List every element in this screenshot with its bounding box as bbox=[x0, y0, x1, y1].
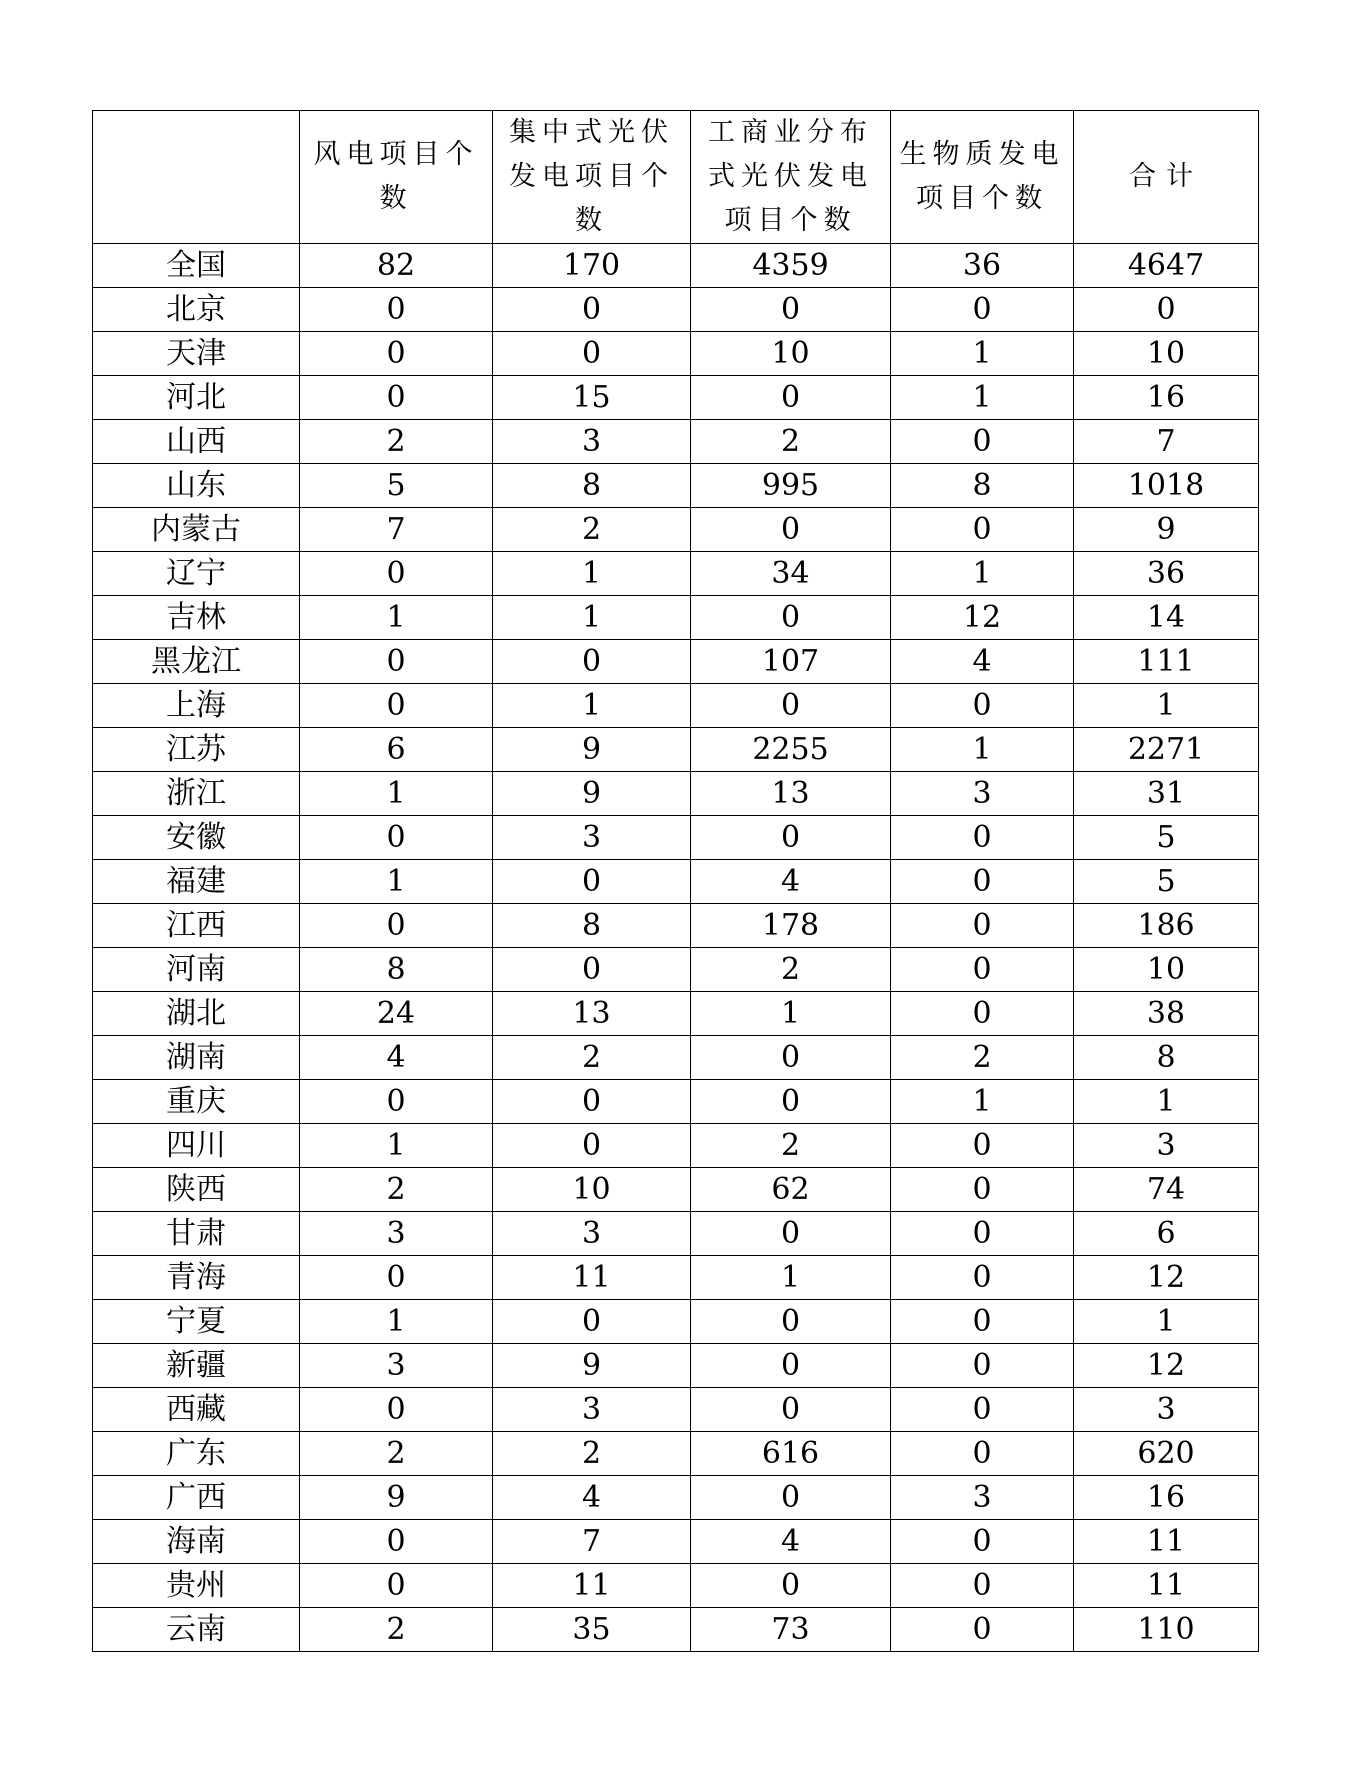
total-count-cell: 5 bbox=[1074, 860, 1259, 904]
wind-count-cell: 3 bbox=[300, 1212, 493, 1256]
wind-count-cell: 2 bbox=[300, 1608, 493, 1652]
wind-count-cell: 1 bbox=[300, 772, 493, 816]
table-body bbox=[93, 244, 1259, 1652]
centralized-pv-count-cell: 3 bbox=[493, 1388, 691, 1432]
centralized-pv-count-cell: 0 bbox=[493, 860, 691, 904]
table-row bbox=[93, 1432, 1259, 1476]
wind-count-cell: 7 bbox=[300, 508, 493, 552]
table-row bbox=[93, 640, 1259, 684]
distributed-pv-count-cell: 0 bbox=[691, 1300, 891, 1344]
region-cell: 山西 bbox=[93, 420, 300, 464]
centralized-pv-count-cell: 9 bbox=[493, 1344, 691, 1388]
region-cell: 浙江 bbox=[93, 772, 300, 816]
total-count-cell: 31 bbox=[1074, 772, 1259, 816]
biomass-count-cell: 1 bbox=[891, 332, 1074, 376]
centralized-pv-count-cell: 0 bbox=[493, 332, 691, 376]
wind-count-cell: 4 bbox=[300, 1036, 493, 1080]
wind-count-cell: 8 bbox=[300, 948, 493, 992]
region-cell: 广西 bbox=[93, 1476, 300, 1520]
total-count-cell: 1 bbox=[1074, 1080, 1259, 1124]
region-cell: 北京 bbox=[93, 288, 300, 332]
distributed-pv-count-cell: 0 bbox=[691, 1564, 891, 1608]
region-cell: 贵州 bbox=[93, 1564, 300, 1608]
centralized-pv-count-cell: 0 bbox=[493, 1124, 691, 1168]
region-cell: 海南 bbox=[93, 1520, 300, 1564]
header-centralized-pv: 集中式光伏发电项目个数 bbox=[493, 111, 691, 244]
centralized-pv-count-cell: 3 bbox=[493, 816, 691, 860]
region-cell: 宁夏 bbox=[93, 1300, 300, 1344]
total-count-cell: 16 bbox=[1074, 1476, 1259, 1520]
distributed-pv-count-cell: 0 bbox=[691, 1212, 891, 1256]
table-row bbox=[93, 1388, 1259, 1432]
header-wind: 风电项目个数 bbox=[300, 111, 493, 244]
biomass-count-cell: 0 bbox=[891, 1344, 1074, 1388]
centralized-pv-count-cell: 2 bbox=[493, 1036, 691, 1080]
biomass-count-cell: 0 bbox=[891, 1256, 1074, 1300]
table-row bbox=[93, 552, 1259, 596]
region-cell: 山东 bbox=[93, 464, 300, 508]
distributed-pv-count-cell: 0 bbox=[691, 816, 891, 860]
distributed-pv-count-cell: 0 bbox=[691, 596, 891, 640]
region-cell: 广东 bbox=[93, 1432, 300, 1476]
centralized-pv-count-cell: 9 bbox=[493, 728, 691, 772]
distributed-pv-count-cell: 616 bbox=[691, 1432, 891, 1476]
total-count-cell: 1 bbox=[1074, 1300, 1259, 1344]
distributed-pv-count-cell: 62 bbox=[691, 1168, 891, 1212]
wind-count-cell: 24 bbox=[300, 992, 493, 1036]
wind-count-cell: 9 bbox=[300, 1476, 493, 1520]
table-row bbox=[93, 948, 1259, 992]
centralized-pv-count-cell: 0 bbox=[493, 1080, 691, 1124]
total-count-cell: 110 bbox=[1074, 1608, 1259, 1652]
region-cell: 新疆 bbox=[93, 1344, 300, 1388]
region-cell: 天津 bbox=[93, 332, 300, 376]
centralized-pv-count-cell: 3 bbox=[493, 420, 691, 464]
total-count-cell: 16 bbox=[1074, 376, 1259, 420]
table-row bbox=[93, 1564, 1259, 1608]
total-count-cell: 1018 bbox=[1074, 464, 1259, 508]
region-cell: 西藏 bbox=[93, 1388, 300, 1432]
centralized-pv-count-cell: 1 bbox=[493, 552, 691, 596]
table-row bbox=[93, 1476, 1259, 1520]
biomass-count-cell: 0 bbox=[891, 1564, 1074, 1608]
biomass-count-cell: 0 bbox=[891, 288, 1074, 332]
centralized-pv-count-cell: 2 bbox=[493, 508, 691, 552]
centralized-pv-count-cell: 9 bbox=[493, 772, 691, 816]
centralized-pv-count-cell: 13 bbox=[493, 992, 691, 1036]
table-row bbox=[93, 1036, 1259, 1080]
wind-count-cell: 0 bbox=[300, 1256, 493, 1300]
centralized-pv-count-cell: 3 bbox=[493, 1212, 691, 1256]
header-distributed-pv: 工商业分布式光伏发电项目个数 bbox=[691, 111, 891, 244]
total-count-cell: 36 bbox=[1074, 552, 1259, 596]
biomass-count-cell: 1 bbox=[891, 728, 1074, 772]
total-count-cell: 0 bbox=[1074, 288, 1259, 332]
total-count-cell: 12 bbox=[1074, 1344, 1259, 1388]
biomass-count-cell: 0 bbox=[891, 904, 1074, 948]
table-row bbox=[93, 420, 1259, 464]
biomass-count-cell: 1 bbox=[891, 552, 1074, 596]
wind-count-cell: 0 bbox=[300, 288, 493, 332]
centralized-pv-count-cell: 35 bbox=[493, 1608, 691, 1652]
distributed-pv-count-cell: 0 bbox=[691, 376, 891, 420]
total-count-cell: 10 bbox=[1074, 332, 1259, 376]
biomass-count-cell: 0 bbox=[891, 1388, 1074, 1432]
region-cell: 黑龙江 bbox=[93, 640, 300, 684]
table-row bbox=[93, 1520, 1259, 1564]
wind-count-cell: 0 bbox=[300, 332, 493, 376]
centralized-pv-count-cell: 0 bbox=[493, 288, 691, 332]
total-count-cell: 9 bbox=[1074, 508, 1259, 552]
distributed-pv-count-cell: 1 bbox=[691, 992, 891, 1036]
distributed-pv-count-cell: 4 bbox=[691, 1520, 891, 1564]
biomass-count-cell: 1 bbox=[891, 376, 1074, 420]
wind-count-cell: 0 bbox=[300, 1520, 493, 1564]
distributed-pv-count-cell: 0 bbox=[691, 1344, 891, 1388]
region-cell: 湖南 bbox=[93, 1036, 300, 1080]
biomass-count-cell: 3 bbox=[891, 772, 1074, 816]
total-count-cell: 11 bbox=[1074, 1564, 1259, 1608]
region-cell: 四川 bbox=[93, 1124, 300, 1168]
table-row bbox=[93, 508, 1259, 552]
table-row bbox=[93, 596, 1259, 640]
header-biomass: 生物质发电项目个数 bbox=[891, 111, 1074, 244]
table-row bbox=[93, 376, 1259, 420]
wind-count-cell: 0 bbox=[300, 904, 493, 948]
region-cell: 内蒙古 bbox=[93, 508, 300, 552]
distributed-pv-count-cell: 1 bbox=[691, 1256, 891, 1300]
distributed-pv-count-cell: 0 bbox=[691, 508, 891, 552]
table-row bbox=[93, 1344, 1259, 1388]
centralized-pv-count-cell: 10 bbox=[493, 1168, 691, 1212]
centralized-pv-count-cell: 8 bbox=[493, 904, 691, 948]
centralized-pv-count-cell: 7 bbox=[493, 1520, 691, 1564]
distributed-pv-count-cell: 4 bbox=[691, 860, 891, 904]
region-cell: 全国 bbox=[93, 244, 300, 288]
biomass-count-cell: 0 bbox=[891, 1212, 1074, 1256]
distributed-pv-count-cell: 0 bbox=[691, 1476, 891, 1520]
distributed-pv-count-cell: 2 bbox=[691, 948, 891, 992]
wind-count-cell: 0 bbox=[300, 684, 493, 728]
distributed-pv-count-cell: 2 bbox=[691, 420, 891, 464]
distributed-pv-count-cell: 0 bbox=[691, 1036, 891, 1080]
total-count-cell: 2271 bbox=[1074, 728, 1259, 772]
biomass-count-cell: 2 bbox=[891, 1036, 1074, 1080]
table-row bbox=[93, 728, 1259, 772]
centralized-pv-count-cell: 15 bbox=[493, 376, 691, 420]
region-cell: 江苏 bbox=[93, 728, 300, 772]
distributed-pv-count-cell: 178 bbox=[691, 904, 891, 948]
distributed-pv-count-cell: 10 bbox=[691, 332, 891, 376]
table-row bbox=[93, 332, 1259, 376]
total-count-cell: 12 bbox=[1074, 1256, 1259, 1300]
biomass-count-cell: 0 bbox=[891, 992, 1074, 1036]
biomass-count-cell: 36 bbox=[891, 244, 1074, 288]
wind-count-cell: 0 bbox=[300, 640, 493, 684]
region-cell: 重庆 bbox=[93, 1080, 300, 1124]
distributed-pv-count-cell: 0 bbox=[691, 1080, 891, 1124]
table-row bbox=[93, 1608, 1259, 1652]
total-count-cell: 186 bbox=[1074, 904, 1259, 948]
table-row bbox=[93, 464, 1259, 508]
table-row bbox=[93, 1168, 1259, 1212]
centralized-pv-count-cell: 1 bbox=[493, 684, 691, 728]
wind-count-cell: 0 bbox=[300, 1388, 493, 1432]
table-row bbox=[93, 816, 1259, 860]
distributed-pv-count-cell: 13 bbox=[691, 772, 891, 816]
region-cell: 河北 bbox=[93, 376, 300, 420]
distributed-pv-count-cell: 107 bbox=[691, 640, 891, 684]
distributed-pv-count-cell: 0 bbox=[691, 288, 891, 332]
biomass-count-cell: 0 bbox=[891, 1520, 1074, 1564]
total-count-cell: 3 bbox=[1074, 1388, 1259, 1432]
total-count-cell: 3 bbox=[1074, 1124, 1259, 1168]
distributed-pv-count-cell: 0 bbox=[691, 1388, 891, 1432]
distributed-pv-count-cell: 4359 bbox=[691, 244, 891, 288]
region-cell: 云南 bbox=[93, 1608, 300, 1652]
region-cell: 湖北 bbox=[93, 992, 300, 1036]
region-cell: 辽宁 bbox=[93, 552, 300, 596]
table-header-row bbox=[93, 111, 1259, 244]
biomass-count-cell: 0 bbox=[891, 684, 1074, 728]
biomass-count-cell: 0 bbox=[891, 860, 1074, 904]
total-count-cell: 38 bbox=[1074, 992, 1259, 1036]
total-count-cell: 8 bbox=[1074, 1036, 1259, 1080]
centralized-pv-count-cell: 2 bbox=[493, 1432, 691, 1476]
biomass-count-cell: 8 bbox=[891, 464, 1074, 508]
region-cell: 福建 bbox=[93, 860, 300, 904]
total-count-cell: 11 bbox=[1074, 1520, 1259, 1564]
table-row bbox=[93, 1124, 1259, 1168]
table-row bbox=[93, 244, 1259, 288]
table-row bbox=[93, 288, 1259, 332]
total-count-cell: 7 bbox=[1074, 420, 1259, 464]
wind-count-cell: 0 bbox=[300, 1080, 493, 1124]
wind-count-cell: 0 bbox=[300, 552, 493, 596]
wind-count-cell: 0 bbox=[300, 1564, 493, 1608]
distributed-pv-count-cell: 995 bbox=[691, 464, 891, 508]
total-count-cell: 10 bbox=[1074, 948, 1259, 992]
biomass-count-cell: 4 bbox=[891, 640, 1074, 684]
centralized-pv-count-cell: 1 bbox=[493, 596, 691, 640]
region-cell: 江西 bbox=[93, 904, 300, 948]
header-corner bbox=[93, 111, 300, 244]
distributed-pv-count-cell: 34 bbox=[691, 552, 891, 596]
total-count-cell: 6 bbox=[1074, 1212, 1259, 1256]
centralized-pv-count-cell: 0 bbox=[493, 1300, 691, 1344]
wind-count-cell: 0 bbox=[300, 376, 493, 420]
table-row bbox=[93, 684, 1259, 728]
project-count-table bbox=[92, 110, 1259, 1652]
distributed-pv-count-cell: 73 bbox=[691, 1608, 891, 1652]
table-row bbox=[93, 992, 1259, 1036]
distributed-pv-count-cell: 2 bbox=[691, 1124, 891, 1168]
region-cell: 安徽 bbox=[93, 816, 300, 860]
centralized-pv-count-cell: 0 bbox=[493, 640, 691, 684]
biomass-count-cell: 12 bbox=[891, 596, 1074, 640]
total-count-cell: 1 bbox=[1074, 684, 1259, 728]
region-cell: 青海 bbox=[93, 1256, 300, 1300]
total-count-cell: 5 bbox=[1074, 816, 1259, 860]
region-cell: 吉林 bbox=[93, 596, 300, 640]
table-row bbox=[93, 1256, 1259, 1300]
total-count-cell: 14 bbox=[1074, 596, 1259, 640]
centralized-pv-count-cell: 170 bbox=[493, 244, 691, 288]
biomass-count-cell: 0 bbox=[891, 1608, 1074, 1652]
wind-count-cell: 1 bbox=[300, 1300, 493, 1344]
biomass-count-cell: 1 bbox=[891, 1080, 1074, 1124]
wind-count-cell: 1 bbox=[300, 860, 493, 904]
total-count-cell: 620 bbox=[1074, 1432, 1259, 1476]
total-count-cell: 74 bbox=[1074, 1168, 1259, 1212]
table-row bbox=[93, 860, 1259, 904]
biomass-count-cell: 0 bbox=[891, 816, 1074, 860]
centralized-pv-count-cell: 11 bbox=[493, 1256, 691, 1300]
wind-count-cell: 1 bbox=[300, 596, 493, 640]
region-cell: 河南 bbox=[93, 948, 300, 992]
wind-count-cell: 6 bbox=[300, 728, 493, 772]
header-total: 合计 bbox=[1074, 111, 1259, 244]
centralized-pv-count-cell: 11 bbox=[493, 1564, 691, 1608]
biomass-count-cell: 0 bbox=[891, 948, 1074, 992]
biomass-count-cell: 0 bbox=[891, 420, 1074, 464]
biomass-count-cell: 3 bbox=[891, 1476, 1074, 1520]
centralized-pv-count-cell: 0 bbox=[493, 948, 691, 992]
wind-count-cell: 0 bbox=[300, 816, 493, 860]
biomass-count-cell: 0 bbox=[891, 1168, 1074, 1212]
wind-count-cell: 3 bbox=[300, 1344, 493, 1388]
total-count-cell: 4647 bbox=[1074, 244, 1259, 288]
centralized-pv-count-cell: 8 bbox=[493, 464, 691, 508]
table-row bbox=[93, 904, 1259, 948]
region-cell: 陕西 bbox=[93, 1168, 300, 1212]
region-cell: 甘肃 bbox=[93, 1212, 300, 1256]
table-row bbox=[93, 1080, 1259, 1124]
biomass-count-cell: 0 bbox=[891, 1124, 1074, 1168]
wind-count-cell: 82 bbox=[300, 244, 493, 288]
table-row bbox=[93, 772, 1259, 816]
wind-count-cell: 1 bbox=[300, 1124, 493, 1168]
distributed-pv-count-cell: 0 bbox=[691, 684, 891, 728]
centralized-pv-count-cell: 4 bbox=[493, 1476, 691, 1520]
wind-count-cell: 2 bbox=[300, 1432, 493, 1476]
biomass-count-cell: 0 bbox=[891, 508, 1074, 552]
wind-count-cell: 2 bbox=[300, 1168, 493, 1212]
total-count-cell: 111 bbox=[1074, 640, 1259, 684]
table-row bbox=[93, 1300, 1259, 1344]
wind-count-cell: 2 bbox=[300, 420, 493, 464]
table-row bbox=[93, 1212, 1259, 1256]
biomass-count-cell: 0 bbox=[891, 1300, 1074, 1344]
wind-count-cell: 5 bbox=[300, 464, 493, 508]
biomass-count-cell: 0 bbox=[891, 1432, 1074, 1476]
distributed-pv-count-cell: 2255 bbox=[691, 728, 891, 772]
region-cell: 上海 bbox=[93, 684, 300, 728]
